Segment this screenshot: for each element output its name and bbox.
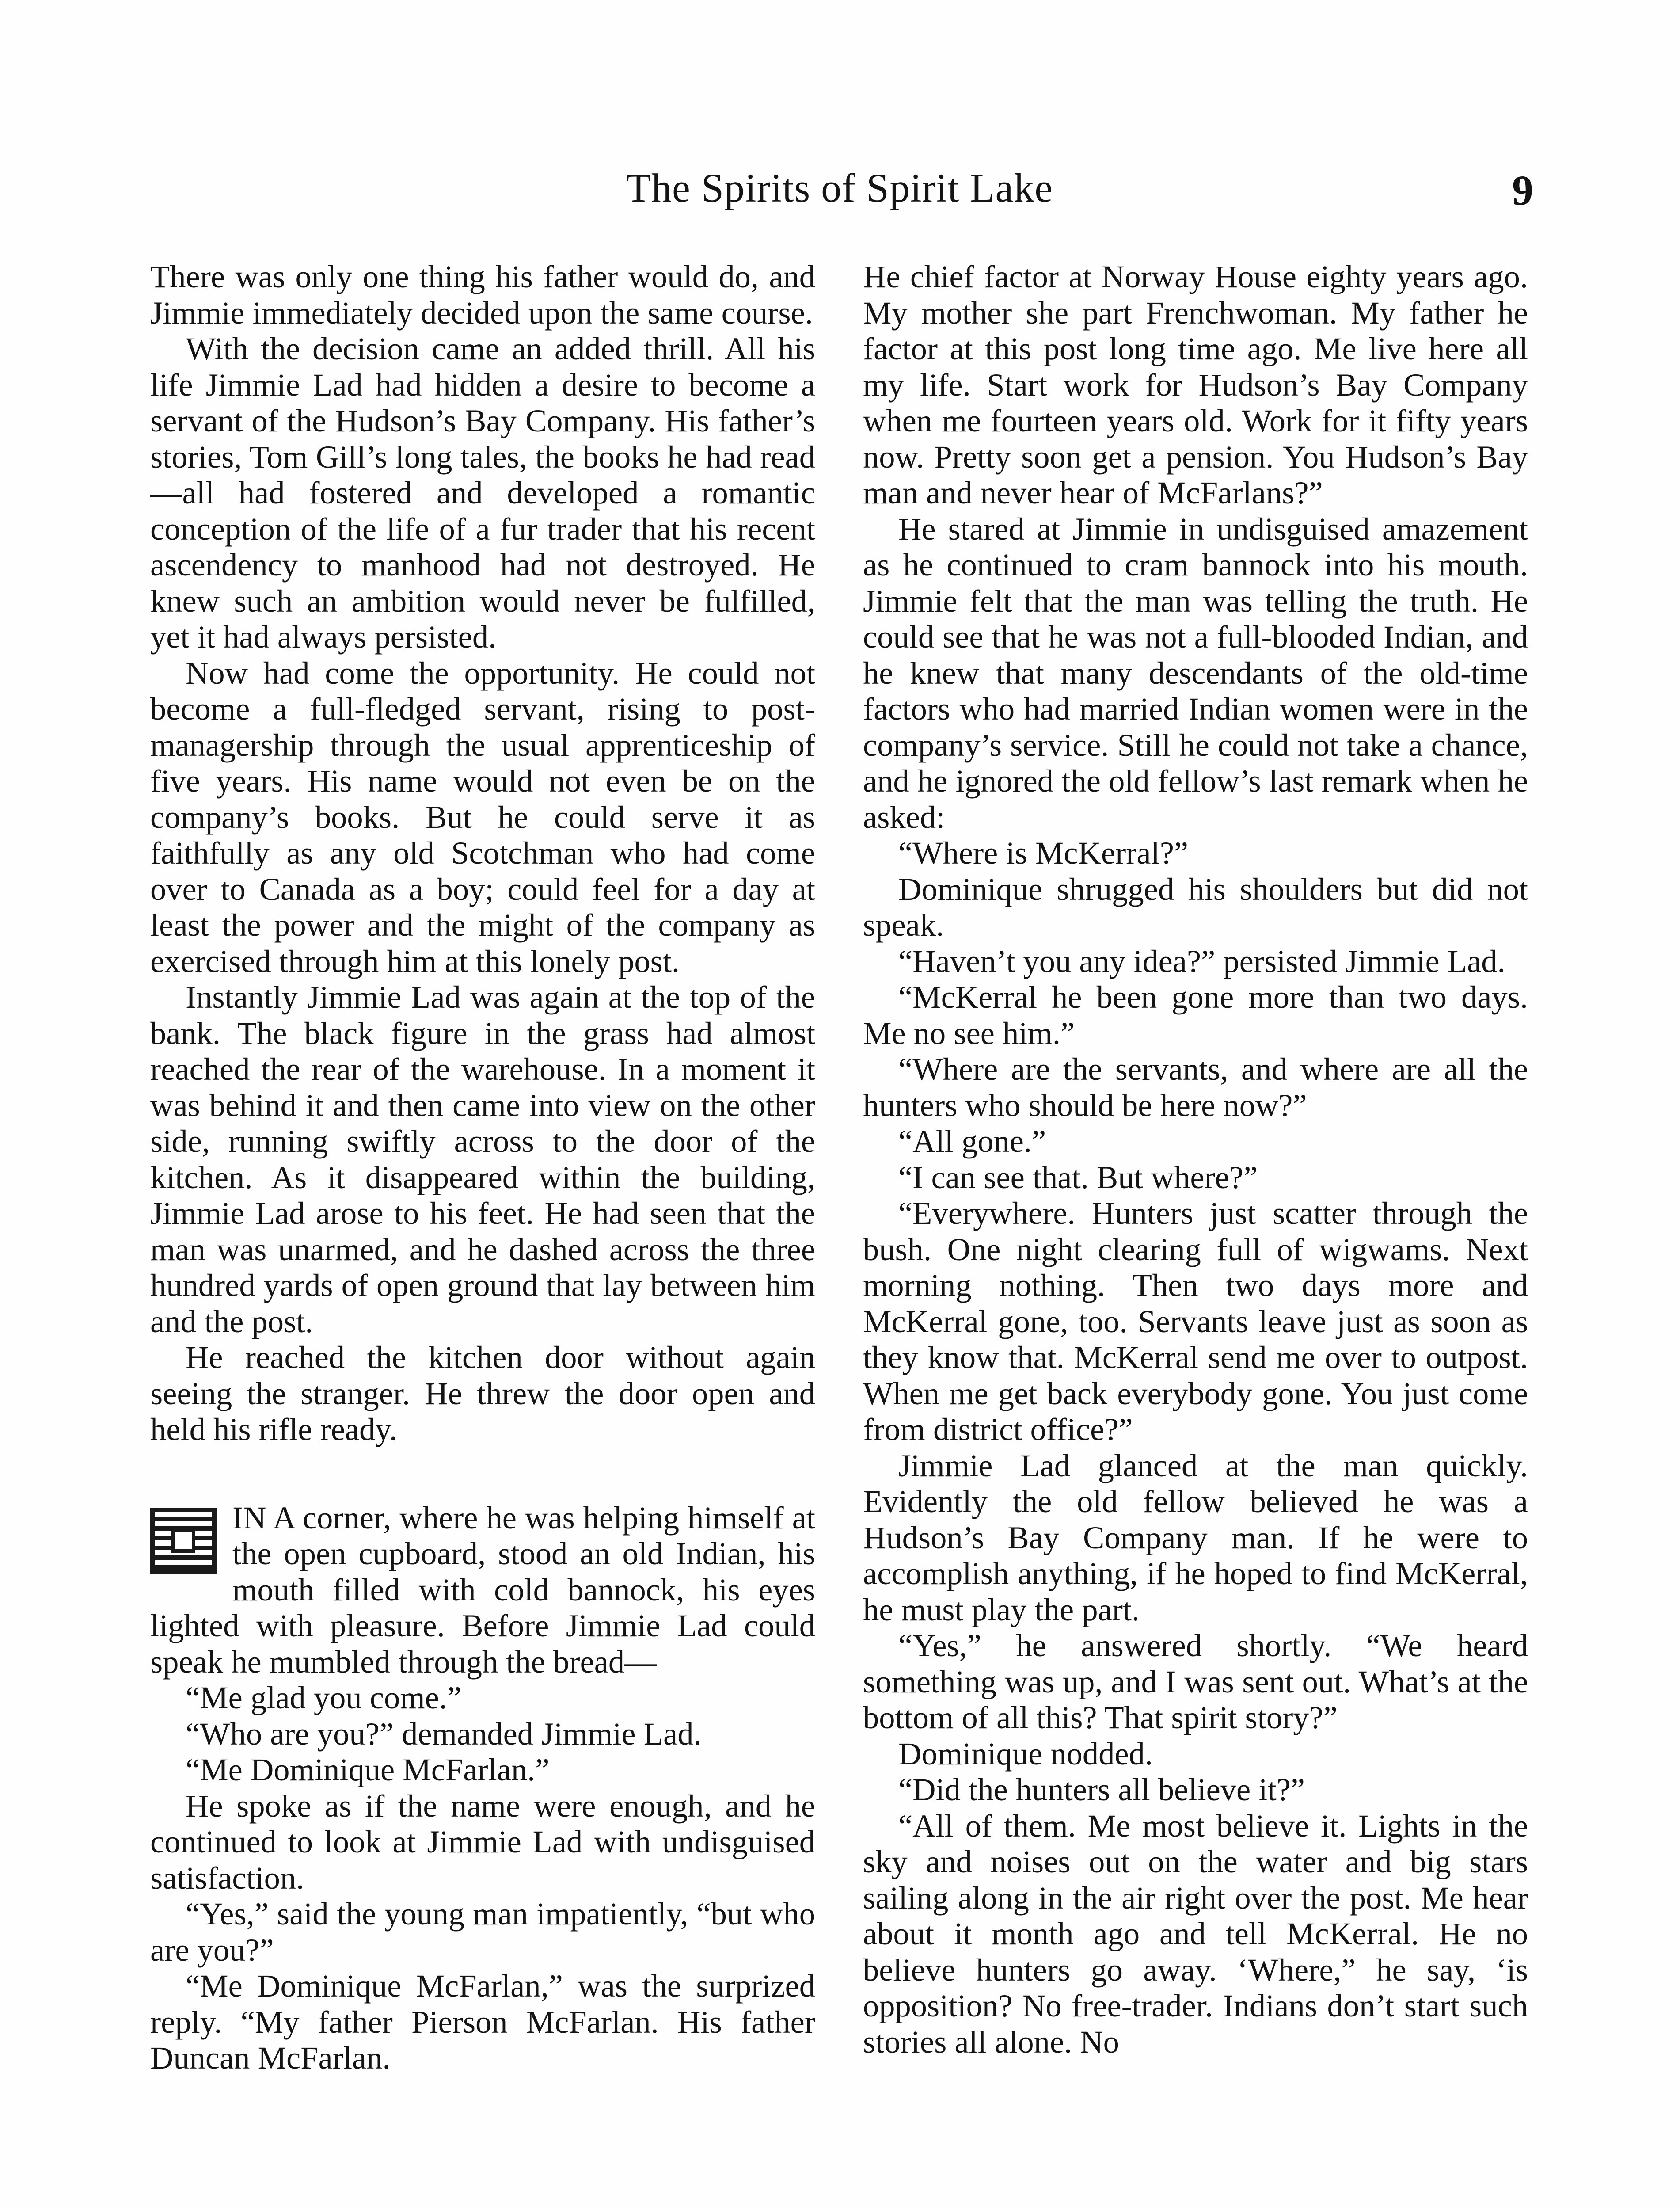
paragraph: He stared at Jimmie in undisguised amazement as he continued to cram bannock into his mouth. Jimmie felt that the man was telling the truth. He could see that he was not a full-blooded Indian, and he knew that many descendants of the old-time factors who had married Indian women were in the company’s service. Still he could not take a chance, and he ignored the old fellow’s last remark when he asked: xyxy=(863,511,1528,835)
paragraph: “Where is McKerral?” xyxy=(898,835,1189,871)
paragraph: “Where are the servants, and where are all the hunters who should be here now?” xyxy=(863,1051,1528,1123)
paragraph: Dominique nodded. xyxy=(898,1735,1153,1772)
paragraph: “Everywhere. Hunters just scatter through the bush. One night clearing full of wigwams. Next morning nothing. Then two days more and McKerral gone, too. Servants leave just as soon as they know that. McKerral send me over to outpost. When me get back everybody gone. You just come from district office?” xyxy=(863,1195,1528,1447)
paragraph: “All of them. Me most believe it. Lights in the sky and noises out on the water and big stars sailing along in the air right over the post. Me hear about it month ago and tell McKerral. He no believe hunters go away. ‘Where,” he say, ‘is opposition? No free-trader. Indians don’t start such stories all alone. No xyxy=(863,1807,1528,2060)
paragraph: “Did the hunters all believe it?” xyxy=(898,1772,1305,1807)
paragraph: IN A corner, where he was helping himself at the open cupboard, stood an old Indian, his mouth filled with cold bannock, his eyes lighted with pleasure. Before Jimmie Lad could speak he mumbled through the bread— xyxy=(150,1499,815,1680)
paragraph: Jimmie Lad glanced at the man quickly. Evidently the old fellow believed he was a Hudson’s Bay Company man. If he were to accomplish anything, if he hoped to find McKerral, he must play the part. xyxy=(863,1447,1528,1627)
paragraph: Dominique shrugged his shoulders but did not speak. xyxy=(863,871,1528,943)
paragraph: “Who are you?” demanded Jimmie Lad. xyxy=(186,1715,702,1752)
paragraph: He chief factor at Norway House eighty years ago. My mother she part Frenchwoman. My father he factor at this post long time ago. Me live here all my life. Start work for Hudson’s Bay Company when me fourteen years old. Work for it fifty years now. Pretty soon get a pension. You Hudson’s Bay man and never hear of McFarlans?” xyxy=(863,259,1528,511)
paragraph: Now had come the opportunity. He could not become a full-fledged servant, rising to post-managership through the usual apprenticeship of five years. His name would not even be on the company’s books. But he could serve it as faithfully as any old Scotchman who had come over to Canada as a boy; could feel for a day at least the power and the might of the company as exercised through him at this lonely post. xyxy=(150,655,815,979)
paragraph: “Me Dominique McFarlan.” xyxy=(186,1752,550,1787)
paragraph: “Me glad you come.” xyxy=(186,1680,462,1715)
ornamental-initial-icon xyxy=(150,1508,217,1574)
paragraph: He spoke as if the name were enough, and he continued to look at Jimmie Lad with undisguised satisfaction. xyxy=(150,1787,815,1896)
paragraph: “Haven’t you any idea?” persisted Jimmie Lad. xyxy=(898,943,1505,979)
page-number: 9 xyxy=(1512,167,1533,214)
paragraph: “Yes,” said the young man impatiently, “but who are you?” xyxy=(150,1896,815,1968)
paragraph: There was only one thing his father would do, and Jimmie immediately decided upon the same course. xyxy=(150,259,815,331)
paragraph: “Me Dominique McFarlan,” was the surprized reply. “My father Pierson McFarlan. His father Duncan McFarlan. xyxy=(150,1968,815,2076)
paragraph: He reached the kitchen door without again seeing the stranger. He threw the door open and held his rifle ready. xyxy=(150,1339,815,1447)
section-break xyxy=(150,1448,815,1500)
running-head xyxy=(146,159,1533,217)
left-column xyxy=(150,259,815,2076)
paragraph: “McKerral he been gone more than two days. Me no see him.” xyxy=(863,979,1528,1051)
paragraph: “I can see that. But where?” xyxy=(898,1159,1258,1195)
paragraph: “All gone.” xyxy=(898,1123,1046,1159)
paragraph: With the decision came an added thrill. All his life Jimmie Lad had hidden a desire to become a servant of the Hudson’s Bay Company. His father’s stories, Tom Gill’s long tales, the books he had read—all had fostered and developed a romantic conception of the life of a fur trader that his recent ascendency to manhood had not destroyed. He knew such an ambition would never be fulfilled, yet it had always persisted. xyxy=(150,331,815,655)
paragraph: “Yes,” he answered shortly. “We heard something was up, and I was sent out. What’s at the bottom of all this? That spirit story?” xyxy=(863,1627,1528,1735)
right-column xyxy=(863,259,1528,2060)
paragraph: Instantly Jimmie Lad was again at the top of the bank. The black figure in the grass had almost reached the rear of the warehouse. In a moment it was behind it and then came into view on the other side, running swiftly across to the door of the kitchen. As it disappeared within the building, Jimmie Lad arose to his feet. He had seen that the man was unarmed, and he dashed across the three hundred yards of open ground that lay between him and the post. xyxy=(150,979,815,1339)
page-title: The Spirits of Spirit Lake xyxy=(626,165,1053,210)
